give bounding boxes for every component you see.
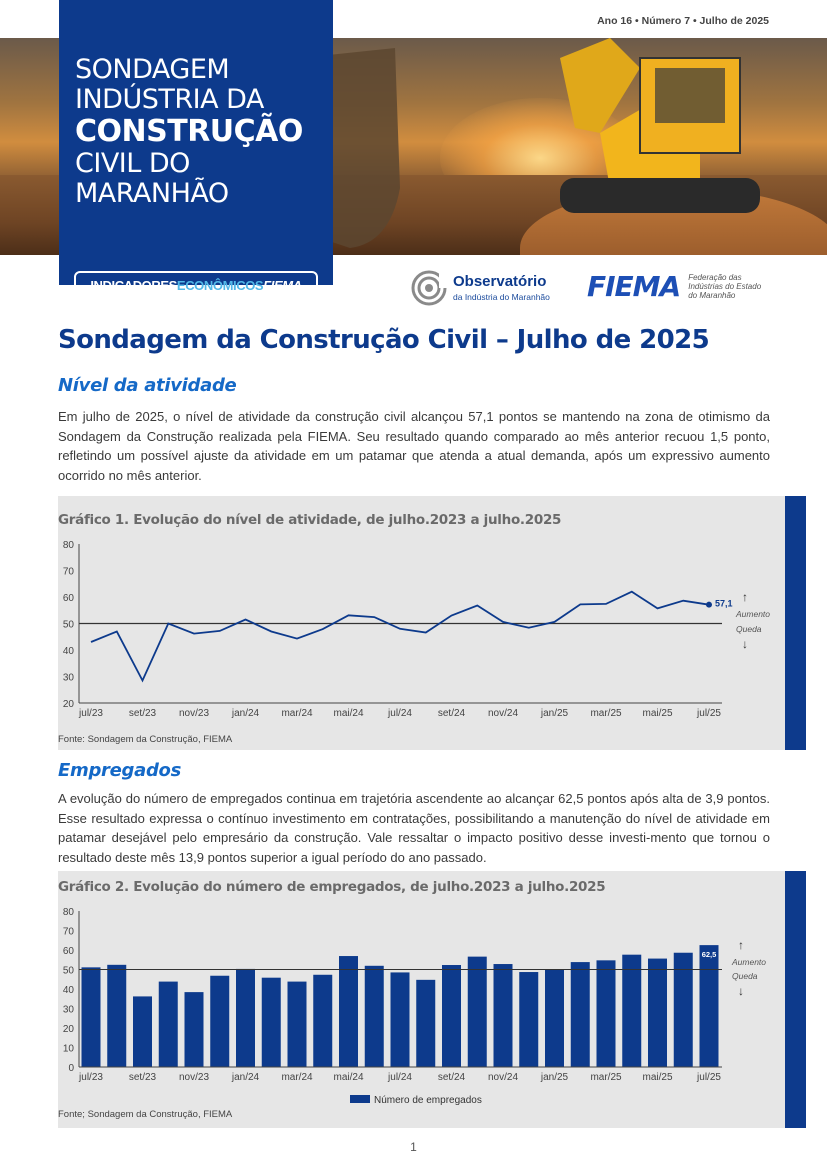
title-line-1: SONDAGEM [75,54,230,85]
bar [700,945,719,1067]
last-value-label: 57,1 [715,598,733,609]
bar [442,965,461,1067]
legend-up-label: Aumento [736,609,771,619]
observatorio-logo: Observatório da Indústria do Maranhão [411,270,550,306]
x-tick-label: jul/23 [79,708,103,719]
legend-down-label: Queda [732,971,758,981]
bar [468,957,487,1067]
x-tick-label: mar/24 [281,1072,313,1083]
bar [571,962,590,1067]
bar [622,955,641,1067]
y-tick-label: 30 [62,1004,74,1016]
title-line-2: INDÚSTRIA DA [75,84,264,115]
bar [519,972,538,1067]
bar [313,975,332,1067]
y-tick-label: 20 [62,1024,74,1035]
x-tick-label: jul/24 [388,1072,412,1083]
last-value-label: 62,5 [701,950,717,960]
bar [133,996,152,1067]
observatorio-icon [411,270,447,306]
y-tick-label: 60 [62,946,74,957]
y-tick-label: 0 [68,1063,74,1074]
chart-2-source: Fonte; Sondagem da Construção, FIEMA [58,1109,233,1120]
chart-2-title: Gráfico 2. Evolução do número de empregados, de julho.2023 a julho.2025 [58,879,606,895]
bar [159,982,178,1067]
arrow-up-icon: ↑ [738,938,744,952]
x-tick-label: nov/23 [178,708,210,719]
x-tick-label: mai/24 [333,1072,364,1083]
bar [597,960,616,1067]
x-tick-label: mai/24 [333,708,364,719]
x-tick-label: nov/24 [487,1072,519,1083]
y-tick-label: 10 [62,1043,74,1055]
fiema-logo: FIEMA Federação das Indústrias do Estado do Maranhão [587,270,762,303]
legend-up-label: Aumento [732,957,767,967]
x-tick-label: jul/24 [388,708,412,719]
x-tick-label: set/24 [437,708,466,719]
x-tick-label: jan/25 [540,1072,569,1083]
y-tick-label: 50 [62,965,74,977]
section-heading-empregados: Empregados [58,760,182,781]
x-tick-label: set/23 [128,708,157,719]
bar [288,982,307,1067]
title-line-4: CIVIL DO [75,148,190,179]
paragraph-empregados: A evolução do número de empregados continua em trajetória ascendente ao alcançar 62,5 pontos após alta de 3,9 pontos. Esse resultado expressa o contínuo investimento em contratações, possibilitando a manutenção do nível de atividade em patamar desejável pelo empresário da construção. Vale ressaltar o impacto positivo desse investi-mento que tornou o resultado deste mês 13,9 pontos superior a igual período do ano passado. [58,791,770,865]
y-tick-label: 70 [62,566,74,578]
chart-atividade [58,496,806,750]
x-tick-label: mar/25 [590,1072,622,1083]
bar [339,956,358,1067]
x-tick-label: jul/23 [79,1072,103,1083]
chart-1-title: Gráfico 1. Evolução do nível de atividade, de julho.2023 a julho.2025 [58,512,562,528]
x-tick-label: mai/25 [642,1072,673,1083]
bar [365,966,384,1067]
bar [416,980,435,1067]
y-tick-label: 20 [62,699,74,710]
x-tick-label: mai/25 [642,708,673,719]
series-line [91,592,709,681]
x-tick-label: jan/24 [231,708,260,719]
bar [648,959,667,1067]
arrow-down-icon: ↓ [738,984,744,998]
y-tick-label: 70 [62,926,74,938]
bar [391,972,410,1067]
legend-down-label: Queda [736,624,762,634]
bar [107,965,126,1067]
bar [494,964,513,1067]
x-tick-label: jul/25 [697,708,721,719]
title-line-3: CONSTRUÇÃO [75,114,303,149]
report-title-block [59,0,333,285]
y-tick-label: 40 [62,985,74,996]
issue-meta: Ano 16 • Número 7 • Julho de 2025 [597,15,769,27]
legend-label: Número de empregados [374,1095,482,1106]
y-tick-label: 30 [62,672,74,684]
x-tick-label: nov/24 [487,708,519,719]
indicadores-badge: INDICADORES ECONÔMICOS FIEMA [74,271,318,299]
x-tick-label: jan/25 [540,708,569,719]
page-title: Sondagem da Construção Civil – Julho de 2025 [58,325,710,355]
data-point-last [706,602,712,608]
page-number: 1 [410,1140,417,1154]
y-tick-label: 80 [62,540,74,551]
bar [545,969,564,1067]
chart-1-source: Fonte: Sondagem da Construção, FIEMA [58,734,233,745]
bar [185,992,204,1067]
y-tick-label: 50 [62,619,74,631]
x-tick-label: mar/24 [281,708,313,719]
x-tick-label: nov/23 [178,1072,210,1083]
y-tick-label: 80 [62,907,74,918]
legend-swatch [350,1095,370,1103]
x-tick-label: jan/24 [231,1072,260,1083]
x-tick-label: set/23 [128,1072,157,1083]
bar [82,967,101,1067]
y-tick-label: 60 [62,593,74,604]
y-tick-label: 40 [62,646,74,657]
arrow-up-icon: ↑ [742,590,748,604]
arrow-down-icon: ↓ [742,637,748,651]
bar [236,969,255,1067]
chart-empregados [58,871,806,1128]
section-heading-atividade: Nível da atividade [58,375,237,396]
title-line-5: MARANHÃO [75,178,229,209]
bar [210,976,229,1067]
x-tick-label: jul/25 [697,1072,721,1083]
paragraph-atividade: Em julho de 2025, o nível de atividade da construção civil alcançou 57,1 pontos se mantendo na zona de otimismo da Sondagem da Construção realizada pela FIEMA. Seu resultado quando comparado ao mês anterior recuou 1,5 ponto, refletindo um possível ajuste da atividade em um patamar que atenda a atual demanda, após um expressivo aumento ocorrido no mês anterior. [58,409,770,483]
x-tick-label: mar/25 [590,708,622,719]
line-chart [58,536,785,766]
bar-chart [58,901,785,1141]
x-tick-label: set/24 [437,1072,466,1083]
bar [262,978,281,1067]
